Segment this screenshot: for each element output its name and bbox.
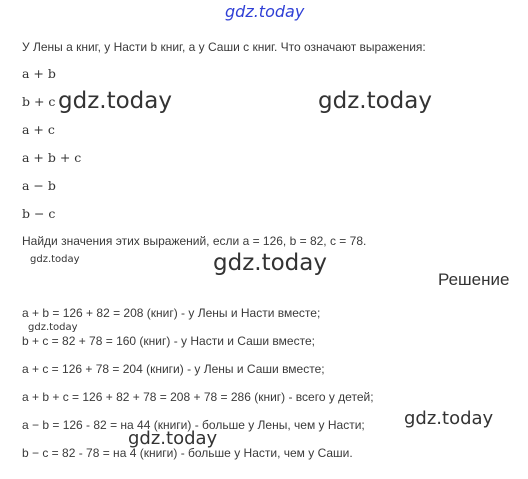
watermark-top: gdz.today	[225, 2, 305, 21]
find-values-text: Найди значения этих выражений, если a = 126, b = 82, c = 78.	[22, 234, 367, 248]
question-text: У Лены a книг, у Насти b книг, а у Саши c книг. Что означают выражения:	[22, 40, 426, 54]
solution-heading: Решение	[438, 270, 510, 289]
solution-line-2: b + c = 82 + 78 = 160 (книг) - у Насти и Саши вместе;	[22, 334, 315, 348]
watermark-mid-1: gdz.today	[404, 408, 494, 429]
expression-3: a + c	[22, 122, 55, 137]
expression-1: a + b	[22, 66, 56, 81]
watermark-big-3: gdz.today	[213, 250, 327, 276]
expression-6: b − c	[22, 206, 56, 221]
watermark-small-1: gdz.today	[30, 254, 80, 265]
watermark-small-2: gdz.today	[28, 322, 78, 333]
watermark-big-1: gdz.today	[58, 88, 172, 114]
solution-line-5: a − b = 126 - 82 = на 44 (книги) - больше у Лены, чем у Насти;	[22, 418, 365, 432]
solution-line-6: b − c = 82 - 78 = на 4 (книги) - больше у Насти, чем у Саши.	[22, 446, 353, 460]
expression-5: a − b	[22, 178, 56, 193]
solution-line-1: a + b = 126 + 82 = 208 (книг) - у Лены и Насти вместе;	[22, 306, 321, 320]
watermark-big-2: gdz.today	[318, 88, 432, 114]
expression-4: a + b + c	[22, 150, 82, 165]
solution-line-3: a + c = 126 + 78 = 204 (книги) - у Лены и Саши вместе;	[22, 362, 325, 376]
watermark-mid-2: gdz.today	[128, 428, 218, 449]
expression-2: b + c	[22, 94, 56, 109]
solution-line-4: a + b + c = 126 + 82 + 78 = 208 + 78 = 286 (книг) - всего у детей;	[22, 390, 374, 404]
